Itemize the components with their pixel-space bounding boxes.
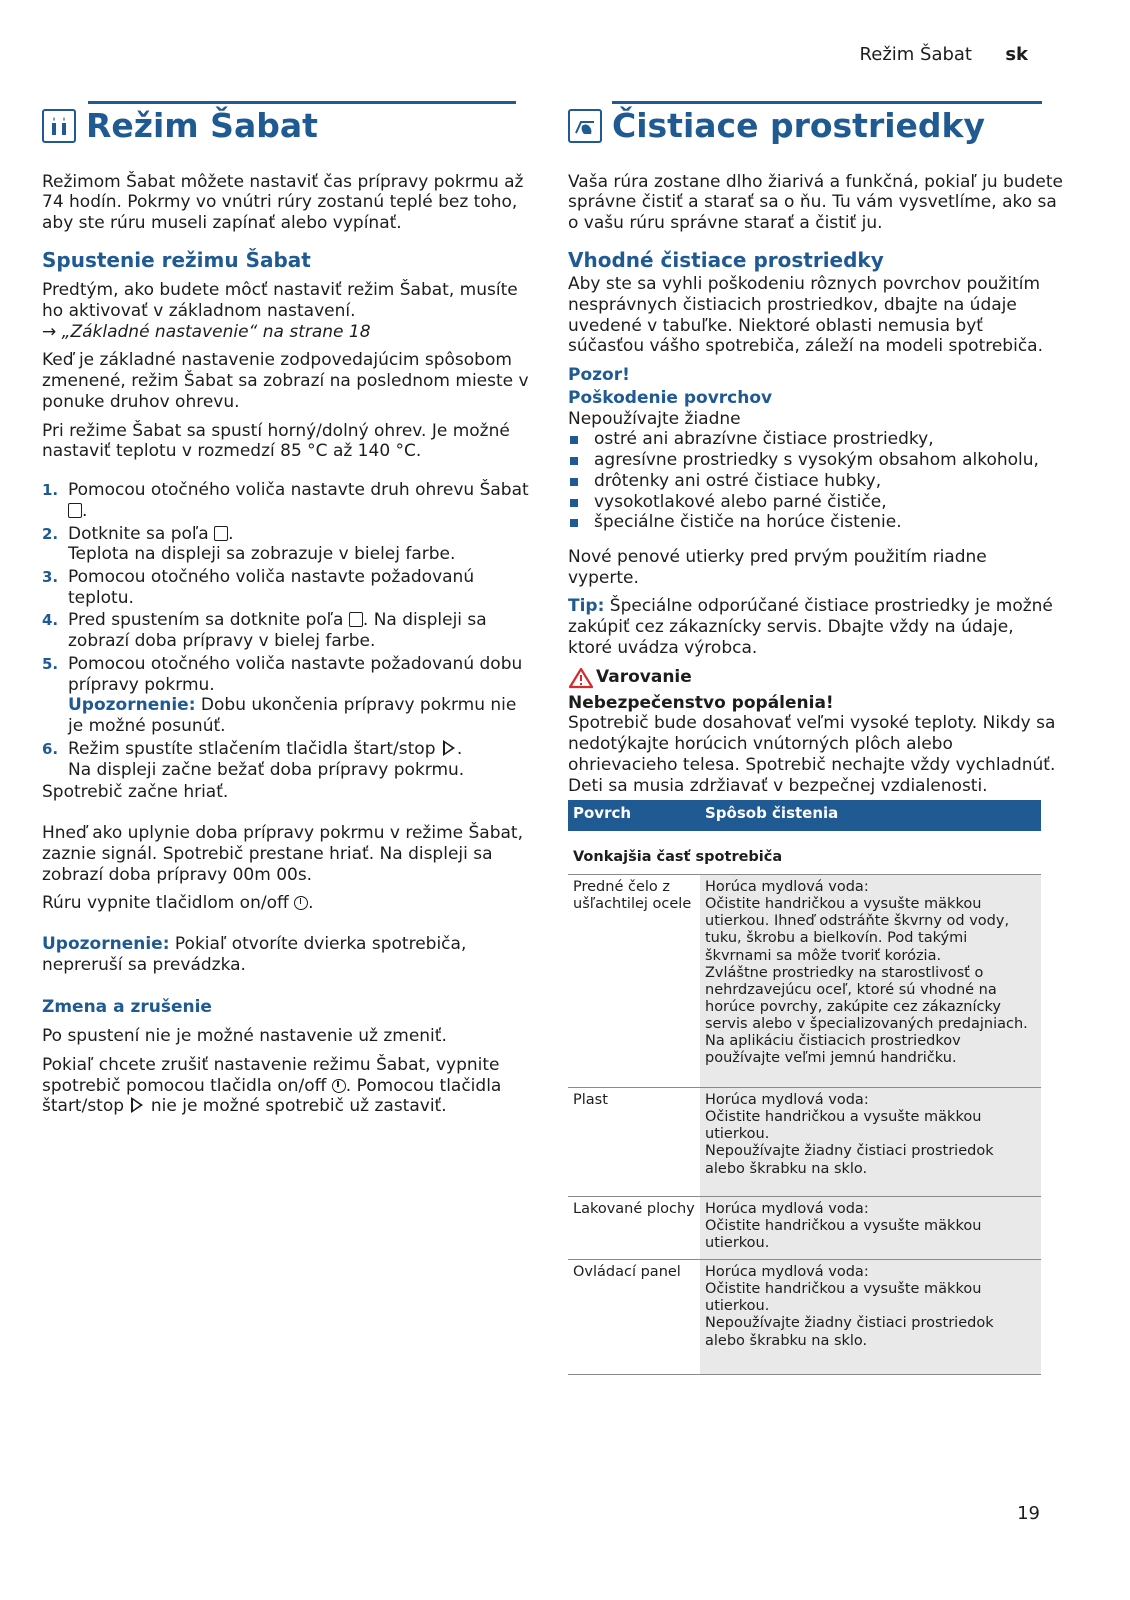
table-row: [568, 1260, 1041, 1375]
caution-block: [568, 365, 1063, 533]
sabbath-intro: Režimom Šabat môžete nastaviť čas prípravy pokrmu až 74 hodín. Pokrmy vo vnútri rúry zostanú teplé bez toho, aby ste rúru museli zapínať alebo vypínať.: [42, 171, 524, 234]
cleaning-title-text: Čistiace prostriedky: [612, 106, 985, 145]
surface-cell: Plast: [568, 1088, 700, 1197]
column-header-surface: Povrch: [568, 800, 700, 831]
tip-text: Tip: Špeciálne odporúčané čistiace prostriedky je možné zakúpiť cez zákaznícky servis. Dbajte vždy na údaje, ktoré uvádza výrobca.: [568, 596, 1053, 658]
cleaning-hand-icon: [568, 109, 602, 143]
header-title: Režim Šabat: [859, 44, 972, 65]
page-number: 19: [1017, 1503, 1040, 1524]
note-label: Upozornenie:: [68, 695, 196, 716]
column-header-method: Spôsob čistenia: [700, 800, 1041, 831]
warning-title: Nebezpečenstvo popálenia!: [568, 692, 834, 713]
warning-label: Varovanie: [596, 667, 692, 688]
suitable-agents-text: Aby ste sa vyhli poškodeniu rôznych povrchov použitím nesprávnych čistiacich prostriedkov, dbajte na údaje uvedené v tabuľke. Niektoré oblasti nemusia byť súčasťou vášho spotrebiča, záleží na modeli spotrebiča.: [568, 274, 1043, 357]
group-label: Vonkajšia časť spotrebiča: [568, 831, 1041, 875]
language-code: sk: [1005, 44, 1028, 65]
cleaning-table: [568, 800, 1041, 1375]
basic-settings-link[interactable]: → „Základné nastavenie“ na strane 18: [42, 321, 371, 342]
warning-text: Spotrebič bude dosahovať veľmi vysoké teploty. Nikdy sa nedotýkajte horúcich vnútorných plôch alebo ohrievacieho telesa. Spotrebič nechajte vždy vychladnúť. Deti sa musia zdržiavať v bezpečnej vzdialenosti.: [568, 713, 1056, 796]
suitable-agents-heading: Vhodné čistiace prostriedky: [568, 247, 884, 272]
start-stop-icon: [443, 740, 455, 756]
table-row: [568, 1197, 1041, 1260]
power-icon: [294, 896, 308, 910]
method-cell: Horúca mydlová voda: Očistite handričkou a vysušte mäkkou utierkou. Nepoužívajte žiadny čistiaci prostriedok alebo škrabku na sklo.: [700, 1088, 1041, 1197]
left-title-rule: [88, 101, 516, 104]
change-cancel-text-2: Pokiaľ chcete zrušiť nastavenie režimu Šabat, vypnite spotrebič pomocou tlačidla on/off . Pomocou tlačidla štart/stop nie je možné spotrebič už zastaviť.: [42, 1054, 502, 1117]
table-row: [568, 1088, 1041, 1197]
method-cell: Horúca mydlová voda: Očistite handričkou a vysušte mäkkou utierkou. Nepoužívajte žiadny čistiaci prostriedok alebo škrabku na sklo.: [700, 1260, 1041, 1375]
power-icon: [332, 1079, 346, 1093]
list-item: vysokotlakové alebo parné čističe,: [568, 492, 1063, 513]
list-item: ostré ani abrazívne čistiace prostriedky,: [568, 429, 1063, 450]
change-cancel-heading: Zmena a zrušenie: [42, 997, 212, 1018]
candles-icon: [42, 109, 76, 143]
cleaning-intro: Vaša rúra zostane dlho žiarivá a funkčná, pokiaľ ju budete správne čistiť a starať sa o ňu. Tu vám vysvetlíme, ako sa o vašu rúru správne starať a čistiť ju.: [568, 171, 1063, 234]
surface-cell: Lakované plochy: [568, 1197, 700, 1260]
start-sabbath-text: Predtým, ako budete môcť nastaviť režim Šabat, musíte ho aktivovať v základnom nastavení.: [42, 280, 518, 321]
thermometer-icon: [214, 526, 228, 541]
tip-label: Tip:: [568, 596, 605, 617]
sabbath-title: [42, 106, 532, 146]
method-cell: Horúca mydlová voda: Očistite handričkou a vysušte mäkkou utierkou. Ihneď odstráňte škvrny od vody, tuku, škrobu a bielkovín. Pod takými škvrnami sa môže tvoriť korózia. Zvláštne prostriedky na starostlivosť o nehrdzavejúcu oceľ, ktoré sú vhodné na horúce povrchy, zakúpite cez zákaznícky servis alebo v špecializovaných predajniach. Na aplikáciu čistiacich prostriedkov používajte veľmi jemnú handričku.: [700, 875, 1041, 1088]
list-item: agresívne prostriedky s vysokým obsahom alkoholu,: [568, 450, 1063, 471]
steps-list: [42, 480, 532, 780]
warning-triangle-icon: [568, 667, 594, 689]
cleaning-title: [568, 106, 1063, 146]
list-item: špeciálne čističe na horúce čistenie.: [568, 512, 1063, 533]
list-item: drôtenky ani ostré čistiace hubky,: [568, 471, 1063, 492]
step-3: 3. Pomocou otočného voliča nastavte požadovanú teplotu.: [42, 567, 475, 608]
table-group-row: [568, 831, 1041, 875]
step-5: 5. Pomocou otočného voliča nastavte požadovanú dobu prípravy pokrmu. Upozornenie: Dobu ukončenia prípravy pokrmu nie je možné posunúť.: [42, 653, 523, 737]
cleaning-agents-section: [568, 106, 1063, 1375]
surface-cell: Predné čelo z ušľachtilej ocele: [568, 875, 700, 1088]
sabbath-end-text: Hneď ako uplynie doba prípravy pokrmu v režime Šabat, zaznie signál. Spotrebič prestane hriať. Na displeji sa zobrazí doba prípravy 00m 00s.: [42, 823, 523, 885]
caution-label: Pozor!: [568, 365, 630, 386]
sabbath-mode-icon: [68, 503, 82, 518]
sabbath-mode-section: [42, 106, 532, 1125]
timer-icon: [349, 612, 363, 627]
switch-off-text: Rúru vypnite tlačidlom on/off .: [42, 893, 314, 914]
surface-cell: Ovládací panel: [568, 1260, 700, 1375]
step-6: 6. Režim spustíte stlačením tlačidla štart/stop . Na displeji začne bežať doba prípravy pokrmu.: [42, 738, 465, 780]
start-sabbath-heading: Spustenie režimu Šabat: [42, 247, 311, 272]
table-row: [568, 875, 1041, 1088]
steps-result: Spotrebič začne hriať.: [42, 782, 229, 803]
method-cell: Horúca mydlová voda: Očistite handričkou a vysušte mäkkou utierkou.: [700, 1197, 1041, 1260]
note-label-2: Upozornenie:: [42, 934, 170, 955]
door-note: Upozornenie: Pokiaľ otvoríte dvierka spotrebiča, nepreruší sa prevádzka.: [42, 934, 467, 975]
warning-header: [568, 667, 1063, 689]
step-1: 1. Pomocou otočného voliča nastavte druh ohrevu Šabat .: [42, 480, 529, 521]
caution-intro: Nepoužívajte žiadne: [568, 408, 741, 429]
table-header-row: [568, 800, 1041, 831]
sponge-text: Nové penové utierky pred prvým použitím riadne vyperte.: [568, 547, 987, 588]
start-sabbath-text-2: Keď je základné nastavenie zodpovedajúcim spôsobom zmenené, režim Šabat sa zobrazí na poslednom mieste v ponuke druhov ohrevu.: [42, 350, 529, 412]
step-2: 2. Dotknite sa poľa . Teplota na displeji sa zobrazuje v bielej farbe.: [42, 523, 456, 565]
caution-title: Poškodenie povrchov: [568, 387, 773, 408]
change-cancel-text-1: Po spustení nie je možné nastavenie už zmeniť.: [42, 1026, 447, 1047]
sabbath-title-text: Režim Šabat: [86, 106, 318, 145]
right-title-rule: [612, 101, 1042, 104]
step-4: 4. Pred spustením sa dotknite poľa . Na displeji sa zobrazí doba prípravy v bielej farbe.: [42, 610, 487, 652]
start-stop-icon: [131, 1097, 143, 1113]
start-sabbath-text-3: Pri režime Šabat sa spustí horný/dolný ohrev. Je možné nastaviť teplotu v rozmedzí 85 °C až 140 °C.: [42, 420, 510, 462]
caution-bullets: [568, 429, 1063, 533]
